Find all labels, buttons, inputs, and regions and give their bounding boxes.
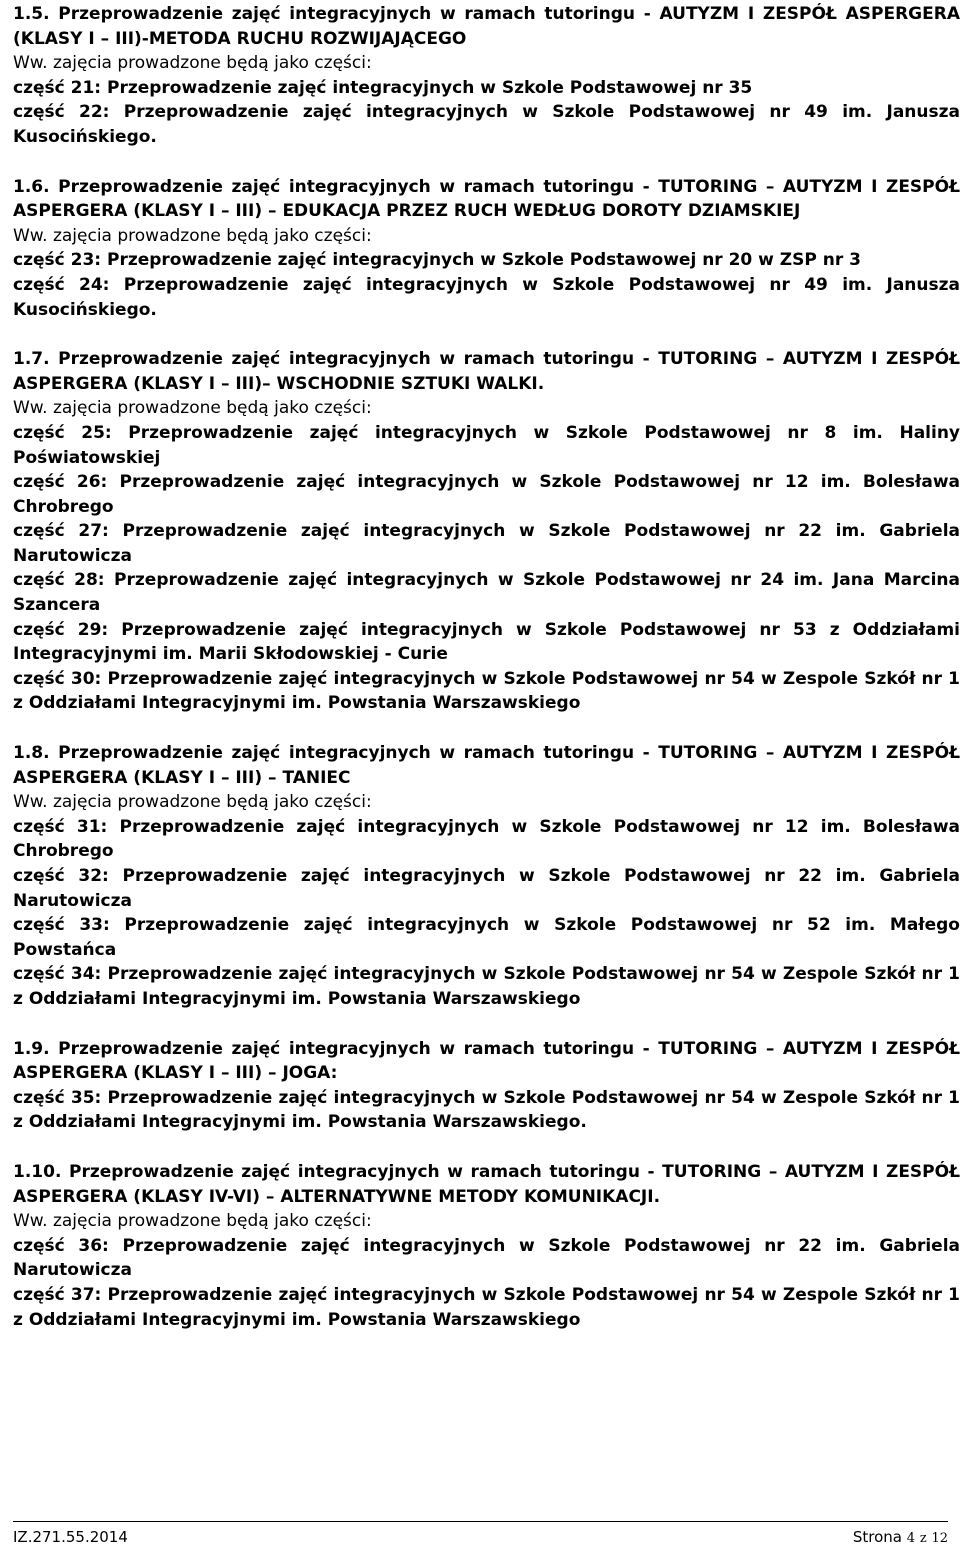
part-item: część 25: Przeprowadzenie zajęć integracyjnych w Szkole Podstawowej nr 8 im. Haliny Poświatowskiej: [13, 422, 960, 468]
footer-page-label: Strona: [852, 1528, 902, 1546]
footer-page-total: 12: [931, 1531, 948, 1546]
part-item: część 27: Przeprowadzenie zajęć integracyjnych w Szkole Podstawowej nr 22 im. Gabriela Narutowicza: [13, 521, 960, 566]
part-item: część 37: Przeprowadzenie zajęć integracyjnych w Szkole Podstawowej nr 54 w Zespole Szkół nr 1 z Oddziałami Integracyjnymi im. Powstania Warszawskiego: [13, 1284, 960, 1330]
part-item: część 28: Przeprowadzenie zajęć integracyjnych w Szkole Podstawowej nr 24 im. Jana Marcina Szancera: [13, 570, 960, 616]
section: [13, 2, 960, 150]
footer-page-current: 4: [906, 1531, 916, 1546]
part-item: część 35: Przeprowadzenie zajęć integracyjnych w Szkole Podstawowej nr 54 w Zespole Szkół nr 1 z Oddziałami Integracyjnymi im. Powstania Warszawskiego.: [13, 1087, 960, 1133]
section: [13, 1160, 960, 1332]
section: [13, 1037, 960, 1135]
part-item: część 26: Przeprowadzenie zajęć integracyjnych w Szkole Podstawowej nr 12 im. Bolesława Chrobrego: [13, 472, 960, 517]
part-item: część 34: Przeprowadzenie zajęć integracyjnych w Szkole Podstawowej nr 54 w Zespole Szkół nr 1 z Oddziałami Integracyjnymi im. Powstania Warszawskiego: [13, 964, 960, 1009]
part-item: część 24: Przeprowadzenie zajęć integracyjnych w Szkole Podstawowej nr 49 im. Janusza Kusocińskiego.: [13, 274, 960, 320]
section-intro: Ww. zajęcia prowadzone będą jako części:: [13, 225, 372, 246]
part-item: część 31: Przeprowadzenie zajęć integracyjnych w Szkole Podstawowej nr 12 im. Bolesława Chrobrego: [13, 816, 960, 862]
part-item: część 22: Przeprowadzenie zajęć integracyjnych w Szkole Podstawowej nr 49 im. Janusza Kusocińskiego.: [13, 102, 960, 147]
section-heading: 1.5. Przeprowadzenie zajęć integracyjnych w ramach tutoringu - AUTYZM I ZESPÓŁ ASPERGERA (KLASY I – III)-METODA RUCHU ROZWIJAJĄCEGO: [13, 4, 960, 49]
part-item: część 30: Przeprowadzenie zajęć integracyjnych w Szkole Podstawowej nr 54 w Zespole Szkół nr 1 z Oddziałami Integracyjnymi im. Powstania Warszawskiego: [13, 668, 960, 714]
section-heading: 1.8. Przeprowadzenie zajęć integracyjnych w ramach tutoringu - TUTORING – AUTYZM I ZESPÓŁ ASPERGERA (KLASY I – III) – TANIEC: [13, 743, 960, 788]
part-item: część 23: Przeprowadzenie zajęć integracyjnych w Szkole Podstawowej nr 20 w ZSP nr 3: [13, 250, 861, 271]
section-intro: Ww. zajęcia prowadzone będą jako części:: [13, 792, 372, 813]
page-footer: [13, 1521, 948, 1546]
section-heading: 1.7. Przeprowadzenie zajęć integracyjnych w ramach tutoringu - TUTORING – AUTYZM I ZESPÓŁ ASPERGERA (KLASY I – III)– WSCHODNIE SZTUKI WALKI.: [13, 349, 960, 394]
section-heading: 1.6. Przeprowadzenie zajęć integracyjnych w ramach tutoringu - TUTORING – AUTYZM I ZESPÓŁ ASPERGERA (KLASY I – III) – EDUKACJA PRZEZ RUCH WEDŁUG DOROTY DZIAMSKIEJ: [13, 176, 960, 222]
section: [13, 741, 960, 1012]
document-body: [13, 2, 960, 1332]
section: [13, 175, 960, 323]
section-intro: Ww. zajęcia prowadzone będą jako części:: [13, 398, 372, 419]
section-heading: 1.10. Przeprowadzenie zajęć integracyjnych w ramach tutoringu - TUTORING – AUTYZM I ZESPÓŁ ASPERGERA (KLASY IV-VI) – ALTERNATYWNE METODY KOMUNIKACJI.: [13, 1161, 960, 1207]
part-item: część 32: Przeprowadzenie zajęć integracyjnych w Szkole Podstawowej nr 22 im. Gabriela Narutowicza: [13, 866, 960, 911]
footer-reference: IZ.271.55.2014: [13, 1528, 128, 1546]
part-item: część 21: Przeprowadzenie zajęć integracyjnych w Szkole Podstawowej nr 35: [13, 77, 753, 98]
part-item: część 33: Przeprowadzenie zajęć integracyjnych w Szkole Podstawowej nr 52 im. Małego Powstańca: [13, 915, 960, 960]
part-item: część 36: Przeprowadzenie zajęć integracyjnych w Szkole Podstawowej nr 22 im. Gabriela Narutowicza: [13, 1235, 960, 1281]
footer-page-of: z: [919, 1531, 927, 1546]
part-item: część 29: Przeprowadzenie zajęć integracyjnych w Szkole Podstawowej nr 53 z Oddziałami Integracyjnymi im. Marii Skłodowskiej - Curie: [13, 619, 960, 665]
section-intro: Ww. zajęcia prowadzone będą jako części:: [13, 53, 372, 74]
section: [13, 347, 960, 716]
section-intro: Ww. zajęcia prowadzone będą jako części:: [13, 1211, 372, 1232]
footer-page-number: [853, 1528, 948, 1548]
section-heading: 1.9. Przeprowadzenie zajęć integracyjnych w ramach tutoringu - TUTORING – AUTYZM I ZESPÓŁ ASPERGERA (KLASY I – III) – JOGA:: [13, 1038, 960, 1084]
